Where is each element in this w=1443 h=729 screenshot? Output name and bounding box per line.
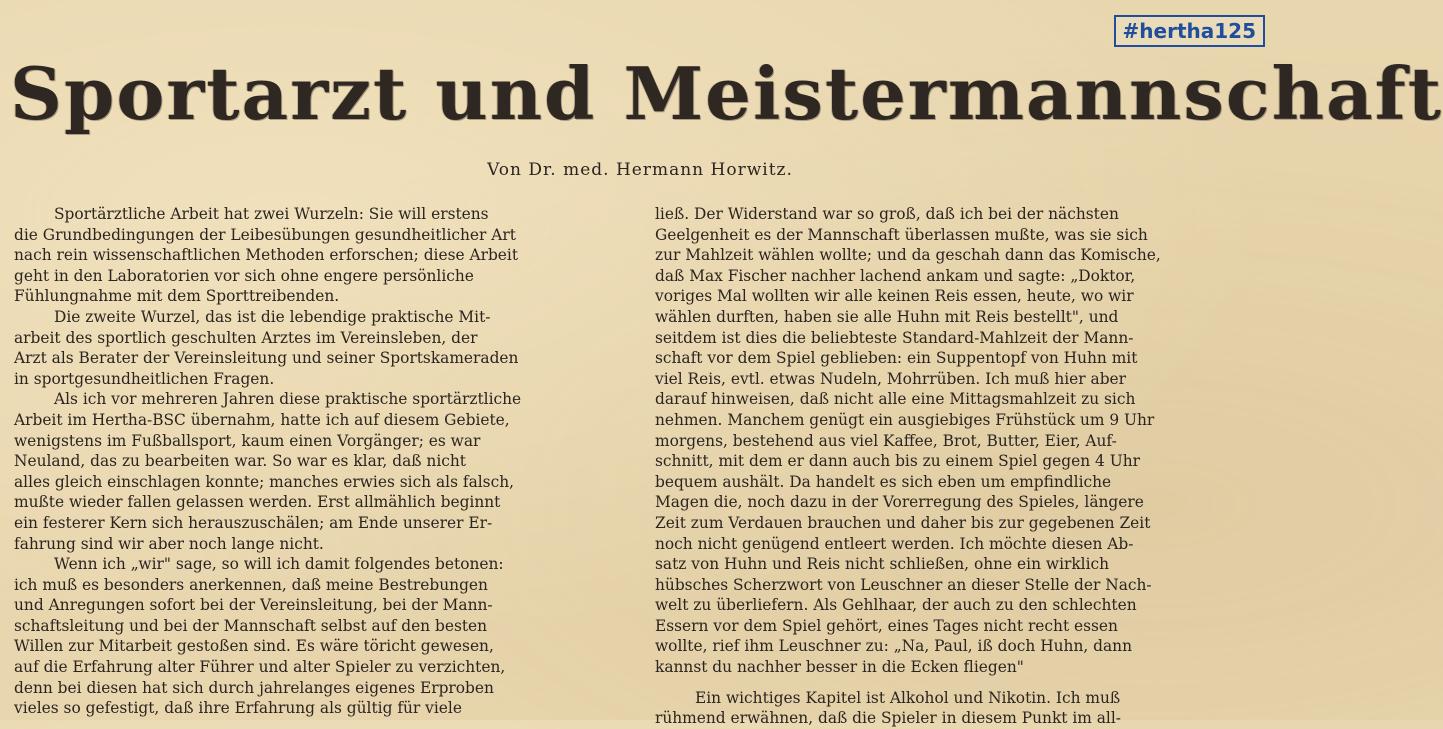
text-line: geht in den Laboratorien vor sich ohne engere persönliche	[14, 266, 474, 285]
text-line: arbeit des sportlich geschulten Arztes im Vereinsleben, der	[14, 328, 478, 347]
text-line: nach rein wissenschaftlichen Methoden erforschen; diese Arbeit	[14, 246, 519, 265]
text-line: kannst du nachher besser in die Ecken fliegen"	[655, 658, 1024, 677]
text-line: Geelgenheit es der Mannschaft überlassen mußte, was sie sich	[655, 225, 1148, 244]
text-line: und Anregungen sofort bei der Vereinsleitung, bei der Mann-	[14, 596, 493, 615]
text-line: mußte wieder fallen gelassen werden. Erst allmählich beginnt	[14, 493, 501, 512]
left-text-column	[14, 204, 584, 719]
text-line: ließ. Der Widerstand war so groß, daß ich bei der nächsten	[655, 205, 1119, 223]
text-line: Wenn ich „wir" sage, so will ich damit folgendes betonen:	[54, 555, 504, 574]
text-line: darauf hinweisen, daß nicht alle eine Mittagsmahlzeit zu sich	[655, 390, 1136, 409]
right-text-column	[655, 204, 1265, 729]
text-line: Arzt als Berater der Vereinsleitung und seiner Sportskameraden	[14, 349, 519, 368]
text-line: Zeit zum Verdauen brauchen und daher bis zur gegebenen Zeit	[655, 513, 1151, 532]
text-line: Ein wichtiges Kapitel ist Alkohol und Nikotin. Ich muß	[695, 688, 1121, 707]
article-headline: Sportarzt und Meistermannschaft	[10, 51, 1443, 136]
text-line: Sportärztliche Arbeit hat zwei Wurzeln: Sie will erstens	[54, 205, 489, 223]
text-line: Willen zur Mitarbeit gestoßen sind. Es wäre töricht gewesen,	[14, 637, 494, 656]
article-byline: Von Dr. med. Hermann Horwitz.	[487, 160, 793, 180]
text-line: schaftsleitung und bei der Mannschaft selbst auf den besten	[14, 616, 488, 635]
text-line: viel Reis, evtl. etwas Nudeln, Mohrrüben. Ich muß hier aber	[655, 369, 1127, 388]
text-line: wollte, rief ihm Leuschner zu: „Na, Paul, iß doch Huhn, dann	[655, 637, 1132, 656]
text-line: daß Max Fischer nachher lachend ankam und sagte: „Doktor,	[655, 266, 1136, 285]
text-line: denn bei diesen hat sich durch jahrelanges eigenes Erproben	[14, 678, 494, 697]
text-line: Magen die, noch dazu in der Vorerregung des Spieles, längere	[655, 493, 1144, 512]
hashtag-badge: #hertha125	[1114, 15, 1265, 47]
text-line: morgens, bestehend aus viel Kaffee, Brot, Butter, Eier, Auf-	[655, 431, 1117, 450]
text-line: Die zweite Wurzel, das ist die lebendige praktische Mit-	[54, 307, 491, 326]
text-line	[655, 678, 1265, 688]
text-line: welt zu überliefern. Als Gehlhaar, der auch zu den schlechten	[655, 596, 1137, 615]
text-line: Neuland, das zu bearbeiten war. So war es klar, daß nicht	[14, 452, 466, 471]
text-line: Fühlungnahme mit dem Sporttreibenden.	[14, 287, 340, 306]
text-line: vieles so gefestigt, daß ihre Erfahrung als gültig für viele	[14, 699, 462, 718]
text-line: wenigstens im Fußballsport, kaum einen Vorgänger; es war	[14, 431, 481, 450]
text-line: auf die Erfahrung alter Führer und alter Spieler zu verzichten,	[14, 658, 506, 677]
text-line: fahrung sind wir aber noch lange nicht.	[14, 534, 324, 553]
text-line: seitdem ist dies die beliebteste Standard-Mahlzeit der Mann-	[655, 328, 1134, 347]
text-line: ich muß es besonders anerkennen, daß meine Bestrebungen	[14, 575, 488, 594]
text-line: Als ich vor mehreren Jahren diese praktische sportärztliche	[54, 390, 522, 409]
text-line: ein festerer Kern sich herauszuschälen; am Ende unserer Er-	[14, 513, 493, 532]
text-line: bequem aushält. Da handelt es sich eben um empfindliche	[655, 472, 1112, 491]
text-line: Essern vor dem Spiel gehört, eines Tages nicht recht essen	[655, 616, 1118, 635]
text-line: Arbeit im Hertha-BSC übernahm, hatte ich auf diesem Gebiete,	[14, 410, 510, 429]
text-line: schaft vor dem Spiel geblieben: ein Suppentopf von Huhn mit	[655, 349, 1138, 368]
text-line: schnitt, mit dem er dann auch bis zu einem Spiel gegen 4 Uhr	[655, 452, 1140, 471]
text-line: nehmen. Manchem genügt ein ausgiebiges Frühstück um 9 Uhr	[655, 410, 1155, 429]
text-line: zur Mahlzeit wählen wollte; und da geschah dann das Komische,	[655, 246, 1161, 265]
text-line: wählen durften, haben sie alle Huhn mit Reis bestellt", und	[655, 307, 1119, 326]
text-line: in sportgesundheitlichen Fragen.	[14, 369, 275, 388]
text-line: noch nicht genügend entleert werden. Ich möchte diesen Ab-	[655, 534, 1134, 553]
text-line: die Grundbedingungen der Leibesübungen gesundheitlicher Art	[14, 225, 516, 244]
text-line: alles gleich einschlagen konnte; manches erwies sich als falsch,	[14, 472, 514, 491]
text-line: hübsches Scherzwort von Leuschner an dieser Stelle der Nach-	[655, 575, 1152, 594]
text-line: rühmend erwähnen, daß die Spieler in diesem Punkt im all-	[655, 709, 1121, 728]
text-line: voriges Mal wollten wir alle keinen Reis essen, heute, wo wir	[655, 287, 1134, 306]
text-line: satz von Huhn und Reis nicht schließen, ohne ein wirklich	[655, 555, 1110, 574]
